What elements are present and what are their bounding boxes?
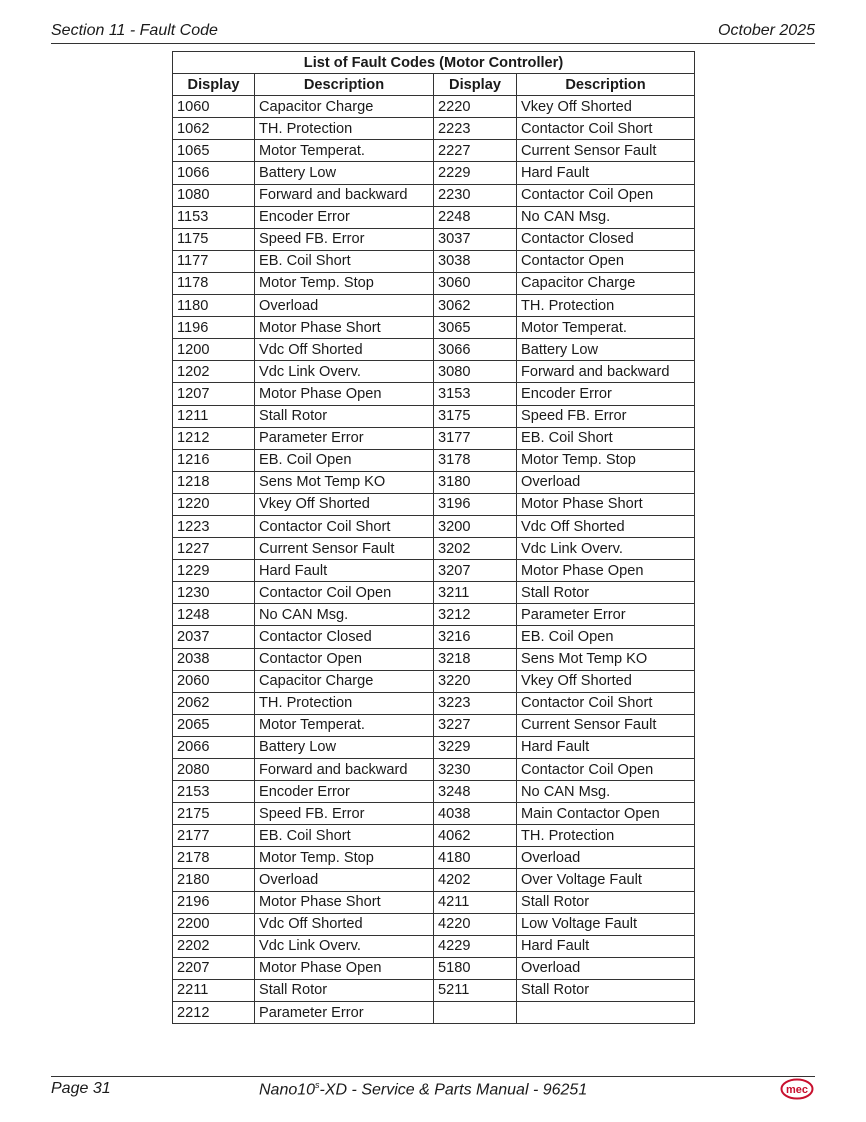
display-code-cell: 4211 [434, 891, 517, 913]
table-row [173, 1002, 695, 1024]
display-code-cell: 3200 [434, 515, 517, 537]
display-code-cell: 1248 [173, 604, 255, 626]
description-cell: Motor Phase Open [255, 383, 434, 405]
description-cell: Stall Rotor [255, 405, 434, 427]
description-cell: Contactor Coil Open [255, 582, 434, 604]
description-cell: Motor Temperat. [255, 140, 434, 162]
display-code-cell: 2038 [173, 648, 255, 670]
description-cell: EB. Coil Short [255, 825, 434, 847]
table-row [173, 339, 695, 361]
display-code-cell: 3175 [434, 405, 517, 427]
table-row [173, 825, 695, 847]
display-code-cell: 2175 [173, 803, 255, 825]
display-code-cell: 3227 [434, 714, 517, 736]
display-code-cell: 1062 [173, 118, 255, 140]
display-code-cell: 1060 [173, 96, 255, 118]
description-cell: Motor Phase Open [517, 560, 695, 582]
display-code-cell: 1212 [173, 427, 255, 449]
table-row [173, 361, 695, 383]
display-code-cell: 3180 [434, 471, 517, 493]
table-row [173, 891, 695, 913]
description-cell: Vdc Off Shorted [255, 913, 434, 935]
display-code-cell: 3065 [434, 317, 517, 339]
table-row [173, 781, 695, 803]
display-code-cell: 2066 [173, 736, 255, 758]
description-cell: Forward and backward [517, 361, 695, 383]
display-code-cell: 1177 [173, 250, 255, 272]
display-code-cell: 3178 [434, 449, 517, 471]
mec-logo-icon [780, 1078, 814, 1100]
display-code-cell: 1207 [173, 383, 255, 405]
description-cell: Parameter Error [255, 427, 434, 449]
table-row [173, 118, 695, 140]
display-code-cell: 2178 [173, 847, 255, 869]
table-title-row [173, 52, 695, 74]
display-code-cell: 5180 [434, 957, 517, 979]
table-row [173, 162, 695, 184]
display-code-cell: 3229 [434, 736, 517, 758]
description-cell: Capacitor Charge [255, 96, 434, 118]
description-cell: Motor Temp. Stop [255, 847, 434, 869]
description-cell: Low Voltage Fault [517, 913, 695, 935]
description-cell: Vdc Off Shorted [255, 339, 434, 361]
display-code-cell: 2180 [173, 869, 255, 891]
display-code-cell: 3060 [434, 272, 517, 294]
description-cell: Overload [255, 869, 434, 891]
table-row [173, 295, 695, 317]
description-cell: Sens Mot Temp KO [255, 471, 434, 493]
description-cell: Battery Low [255, 162, 434, 184]
description-cell: Contactor Open [517, 250, 695, 272]
table-row [173, 515, 695, 537]
display-code-cell: 2248 [434, 206, 517, 228]
description-cell: TH. Protection [255, 118, 434, 140]
column-header-display-1: Display [173, 74, 255, 96]
description-cell: Battery Low [255, 736, 434, 758]
table-row [173, 317, 695, 339]
display-code-cell: 4062 [434, 825, 517, 847]
display-code-cell: 2060 [173, 670, 255, 692]
display-code-cell: 3220 [434, 670, 517, 692]
display-code-cell: 3177 [434, 427, 517, 449]
description-cell: Vdc Link Overv. [517, 538, 695, 560]
description-cell: Vdc Off Shorted [517, 515, 695, 537]
table-row [173, 692, 695, 714]
display-code-cell: 4180 [434, 847, 517, 869]
description-cell: Speed FB. Error [255, 228, 434, 250]
description-cell: Vkey Off Shorted [517, 96, 695, 118]
table-row [173, 427, 695, 449]
display-code-cell: 1202 [173, 361, 255, 383]
description-cell: Vdc Link Overv. [255, 361, 434, 383]
description-cell: Contactor Coil Short [517, 118, 695, 140]
display-code-cell: 1218 [173, 471, 255, 493]
display-code-cell: 3216 [434, 626, 517, 648]
description-cell: Contactor Closed [255, 626, 434, 648]
description-cell: Motor Phase Short [255, 317, 434, 339]
table-row [173, 250, 695, 272]
display-code-cell: 2080 [173, 759, 255, 781]
display-code-cell: 3248 [434, 781, 517, 803]
table-row [173, 957, 695, 979]
column-header-description-2: Description [517, 74, 695, 96]
display-code-cell: 3196 [434, 493, 517, 515]
display-code-cell: 2212 [173, 1002, 255, 1024]
description-cell: Motor Temperat. [517, 317, 695, 339]
display-code-cell: 1178 [173, 272, 255, 294]
display-code-cell: 2207 [173, 957, 255, 979]
display-code-cell: 2062 [173, 692, 255, 714]
display-code-cell: 2200 [173, 913, 255, 935]
display-code-cell: 4229 [434, 935, 517, 957]
description-cell: Vkey Off Shorted [255, 493, 434, 515]
display-code-cell: 1230 [173, 582, 255, 604]
description-cell: No CAN Msg. [517, 781, 695, 803]
page-number: Page 31 [51, 1080, 111, 1097]
table-row [173, 626, 695, 648]
display-code-cell: 1220 [173, 493, 255, 515]
display-code-cell: 2223 [434, 118, 517, 140]
display-code-cell: 3223 [434, 692, 517, 714]
description-cell: Forward and backward [255, 184, 434, 206]
description-cell: Battery Low [517, 339, 695, 361]
display-code-cell: 4220 [434, 913, 517, 935]
table-row [173, 383, 695, 405]
description-cell: TH. Protection [255, 692, 434, 714]
description-cell: Overload [255, 295, 434, 317]
table-title: List of Fault Codes (Motor Controller) [173, 52, 695, 74]
manual-name: Nano10 [259, 1081, 316, 1099]
description-cell: Contactor Coil Short [517, 692, 695, 714]
description-cell: Motor Phase Short [517, 493, 695, 515]
fault-rows [173, 96, 695, 1024]
superscript-mark: s [315, 1080, 320, 1090]
table-row [173, 935, 695, 957]
header-divider [51, 43, 815, 44]
table-row [173, 228, 695, 250]
description-cell: Speed FB. Error [255, 803, 434, 825]
display-code-cell: 5211 [434, 979, 517, 1001]
description-cell: Motor Phase Open [255, 957, 434, 979]
display-code-cell: 2153 [173, 781, 255, 803]
display-code-cell: 3153 [434, 383, 517, 405]
description-cell: EB. Coil Short [517, 427, 695, 449]
display-code-cell: 3230 [434, 759, 517, 781]
table-row [173, 803, 695, 825]
table-row [173, 96, 695, 118]
table-row [173, 538, 695, 560]
section-title: Section 11 - Fault Code [51, 22, 218, 39]
table-row [173, 670, 695, 692]
description-cell: Overload [517, 471, 695, 493]
footer-divider [51, 1076, 815, 1077]
description-cell: EB. Coil Open [517, 626, 695, 648]
display-code-cell: 1080 [173, 184, 255, 206]
display-code-cell: 1180 [173, 295, 255, 317]
table-row [173, 714, 695, 736]
display-code-cell: 2196 [173, 891, 255, 913]
display-code-cell: 1196 [173, 317, 255, 339]
table-row [173, 604, 695, 626]
description-cell: Hard Fault [517, 736, 695, 758]
description-cell: Contactor Closed [517, 228, 695, 250]
display-code-cell: 3202 [434, 538, 517, 560]
description-cell: Overload [517, 847, 695, 869]
display-code-cell: 2220 [434, 96, 517, 118]
display-code-cell: 4038 [434, 803, 517, 825]
description-cell: Hard Fault [517, 935, 695, 957]
description-cell [517, 1002, 695, 1024]
display-code-cell: 2230 [434, 184, 517, 206]
description-cell: Parameter Error [255, 1002, 434, 1024]
display-code-cell: 3066 [434, 339, 517, 361]
table-row [173, 736, 695, 758]
description-cell: Hard Fault [517, 162, 695, 184]
table-row [173, 979, 695, 1001]
description-cell: Forward and backward [255, 759, 434, 781]
display-code-cell: 2177 [173, 825, 255, 847]
column-header-description-1: Description [255, 74, 434, 96]
description-cell: Motor Phase Short [255, 891, 434, 913]
logo-text: mec [785, 1084, 809, 1096]
display-code-cell: 1065 [173, 140, 255, 162]
display-code-cell: 1153 [173, 206, 255, 228]
table-row [173, 140, 695, 162]
description-cell: Encoder Error [255, 781, 434, 803]
display-code-cell: 1227 [173, 538, 255, 560]
description-cell: EB. Coil Short [255, 250, 434, 272]
description-cell: TH. Protection [517, 295, 695, 317]
display-code-cell: 1200 [173, 339, 255, 361]
display-code-cell: 1211 [173, 405, 255, 427]
description-cell: Speed FB. Error [517, 405, 695, 427]
description-cell: Contactor Coil Open [517, 759, 695, 781]
description-cell: Contactor Coil Short [255, 515, 434, 537]
display-code-cell: 2229 [434, 162, 517, 184]
description-cell: Main Contactor Open [517, 803, 695, 825]
manual-title [259, 1080, 587, 1099]
table-row [173, 847, 695, 869]
table-row [173, 449, 695, 471]
description-cell: Motor Temp. Stop [517, 449, 695, 471]
table-row [173, 560, 695, 582]
description-cell: Sens Mot Temp KO [517, 648, 695, 670]
description-cell: Contactor Coil Open [517, 184, 695, 206]
description-cell: Current Sensor Fault [517, 140, 695, 162]
description-cell: No CAN Msg. [517, 206, 695, 228]
fault-code-table [172, 51, 695, 1024]
table-row [173, 272, 695, 294]
display-code-cell: 3080 [434, 361, 517, 383]
display-code-cell: 2065 [173, 714, 255, 736]
table-row [173, 493, 695, 515]
description-cell: No CAN Msg. [255, 604, 434, 626]
display-code-cell: 3218 [434, 648, 517, 670]
description-cell: Motor Temperat. [255, 714, 434, 736]
description-cell: Motor Temp. Stop [255, 272, 434, 294]
display-code-cell: 1066 [173, 162, 255, 184]
display-code-cell: 4202 [434, 869, 517, 891]
description-cell: Current Sensor Fault [517, 714, 695, 736]
table-row [173, 869, 695, 891]
description-cell: EB. Coil Open [255, 449, 434, 471]
description-cell: Encoder Error [517, 383, 695, 405]
header-date: October 2025 [718, 22, 815, 39]
display-code-cell: 3212 [434, 604, 517, 626]
display-code-cell: 1175 [173, 228, 255, 250]
description-cell: Hard Fault [255, 560, 434, 582]
description-cell: Capacitor Charge [517, 272, 695, 294]
table-row [173, 648, 695, 670]
table-row [173, 913, 695, 935]
display-code-cell: 3037 [434, 228, 517, 250]
display-code-cell: 3062 [434, 295, 517, 317]
description-cell: Encoder Error [255, 206, 434, 228]
column-header-display-2: Display [434, 74, 517, 96]
table-row [173, 582, 695, 604]
display-code-cell [434, 1002, 517, 1024]
page-header [51, 22, 815, 42]
display-code-cell: 1216 [173, 449, 255, 471]
display-code-cell: 2202 [173, 935, 255, 957]
description-cell: Vdc Link Overv. [255, 935, 434, 957]
description-cell: Overload [517, 957, 695, 979]
display-code-cell: 3207 [434, 560, 517, 582]
display-code-cell: 2037 [173, 626, 255, 648]
description-cell: TH. Protection [517, 825, 695, 847]
description-cell: Over Voltage Fault [517, 869, 695, 891]
manual-subtitle: -XD - Service & Parts Manual - 96251 [319, 1081, 588, 1099]
display-code-cell: 3211 [434, 582, 517, 604]
table-row [173, 759, 695, 781]
table-row [173, 471, 695, 493]
description-cell: Current Sensor Fault [255, 538, 434, 560]
description-cell: Stall Rotor [517, 979, 695, 1001]
display-code-cell: 2227 [434, 140, 517, 162]
table-row [173, 184, 695, 206]
table-row [173, 405, 695, 427]
display-code-cell: 2211 [173, 979, 255, 1001]
description-cell: Parameter Error [517, 604, 695, 626]
description-cell: Capacitor Charge [255, 670, 434, 692]
display-code-cell: 1229 [173, 560, 255, 582]
description-cell: Stall Rotor [517, 582, 695, 604]
description-cell: Stall Rotor [255, 979, 434, 1001]
description-cell: Vkey Off Shorted [517, 670, 695, 692]
table-row [173, 206, 695, 228]
display-code-cell: 3038 [434, 250, 517, 272]
description-cell: Stall Rotor [517, 891, 695, 913]
display-code-cell: 1223 [173, 515, 255, 537]
description-cell: Contactor Open [255, 648, 434, 670]
table-header-row [173, 74, 695, 96]
